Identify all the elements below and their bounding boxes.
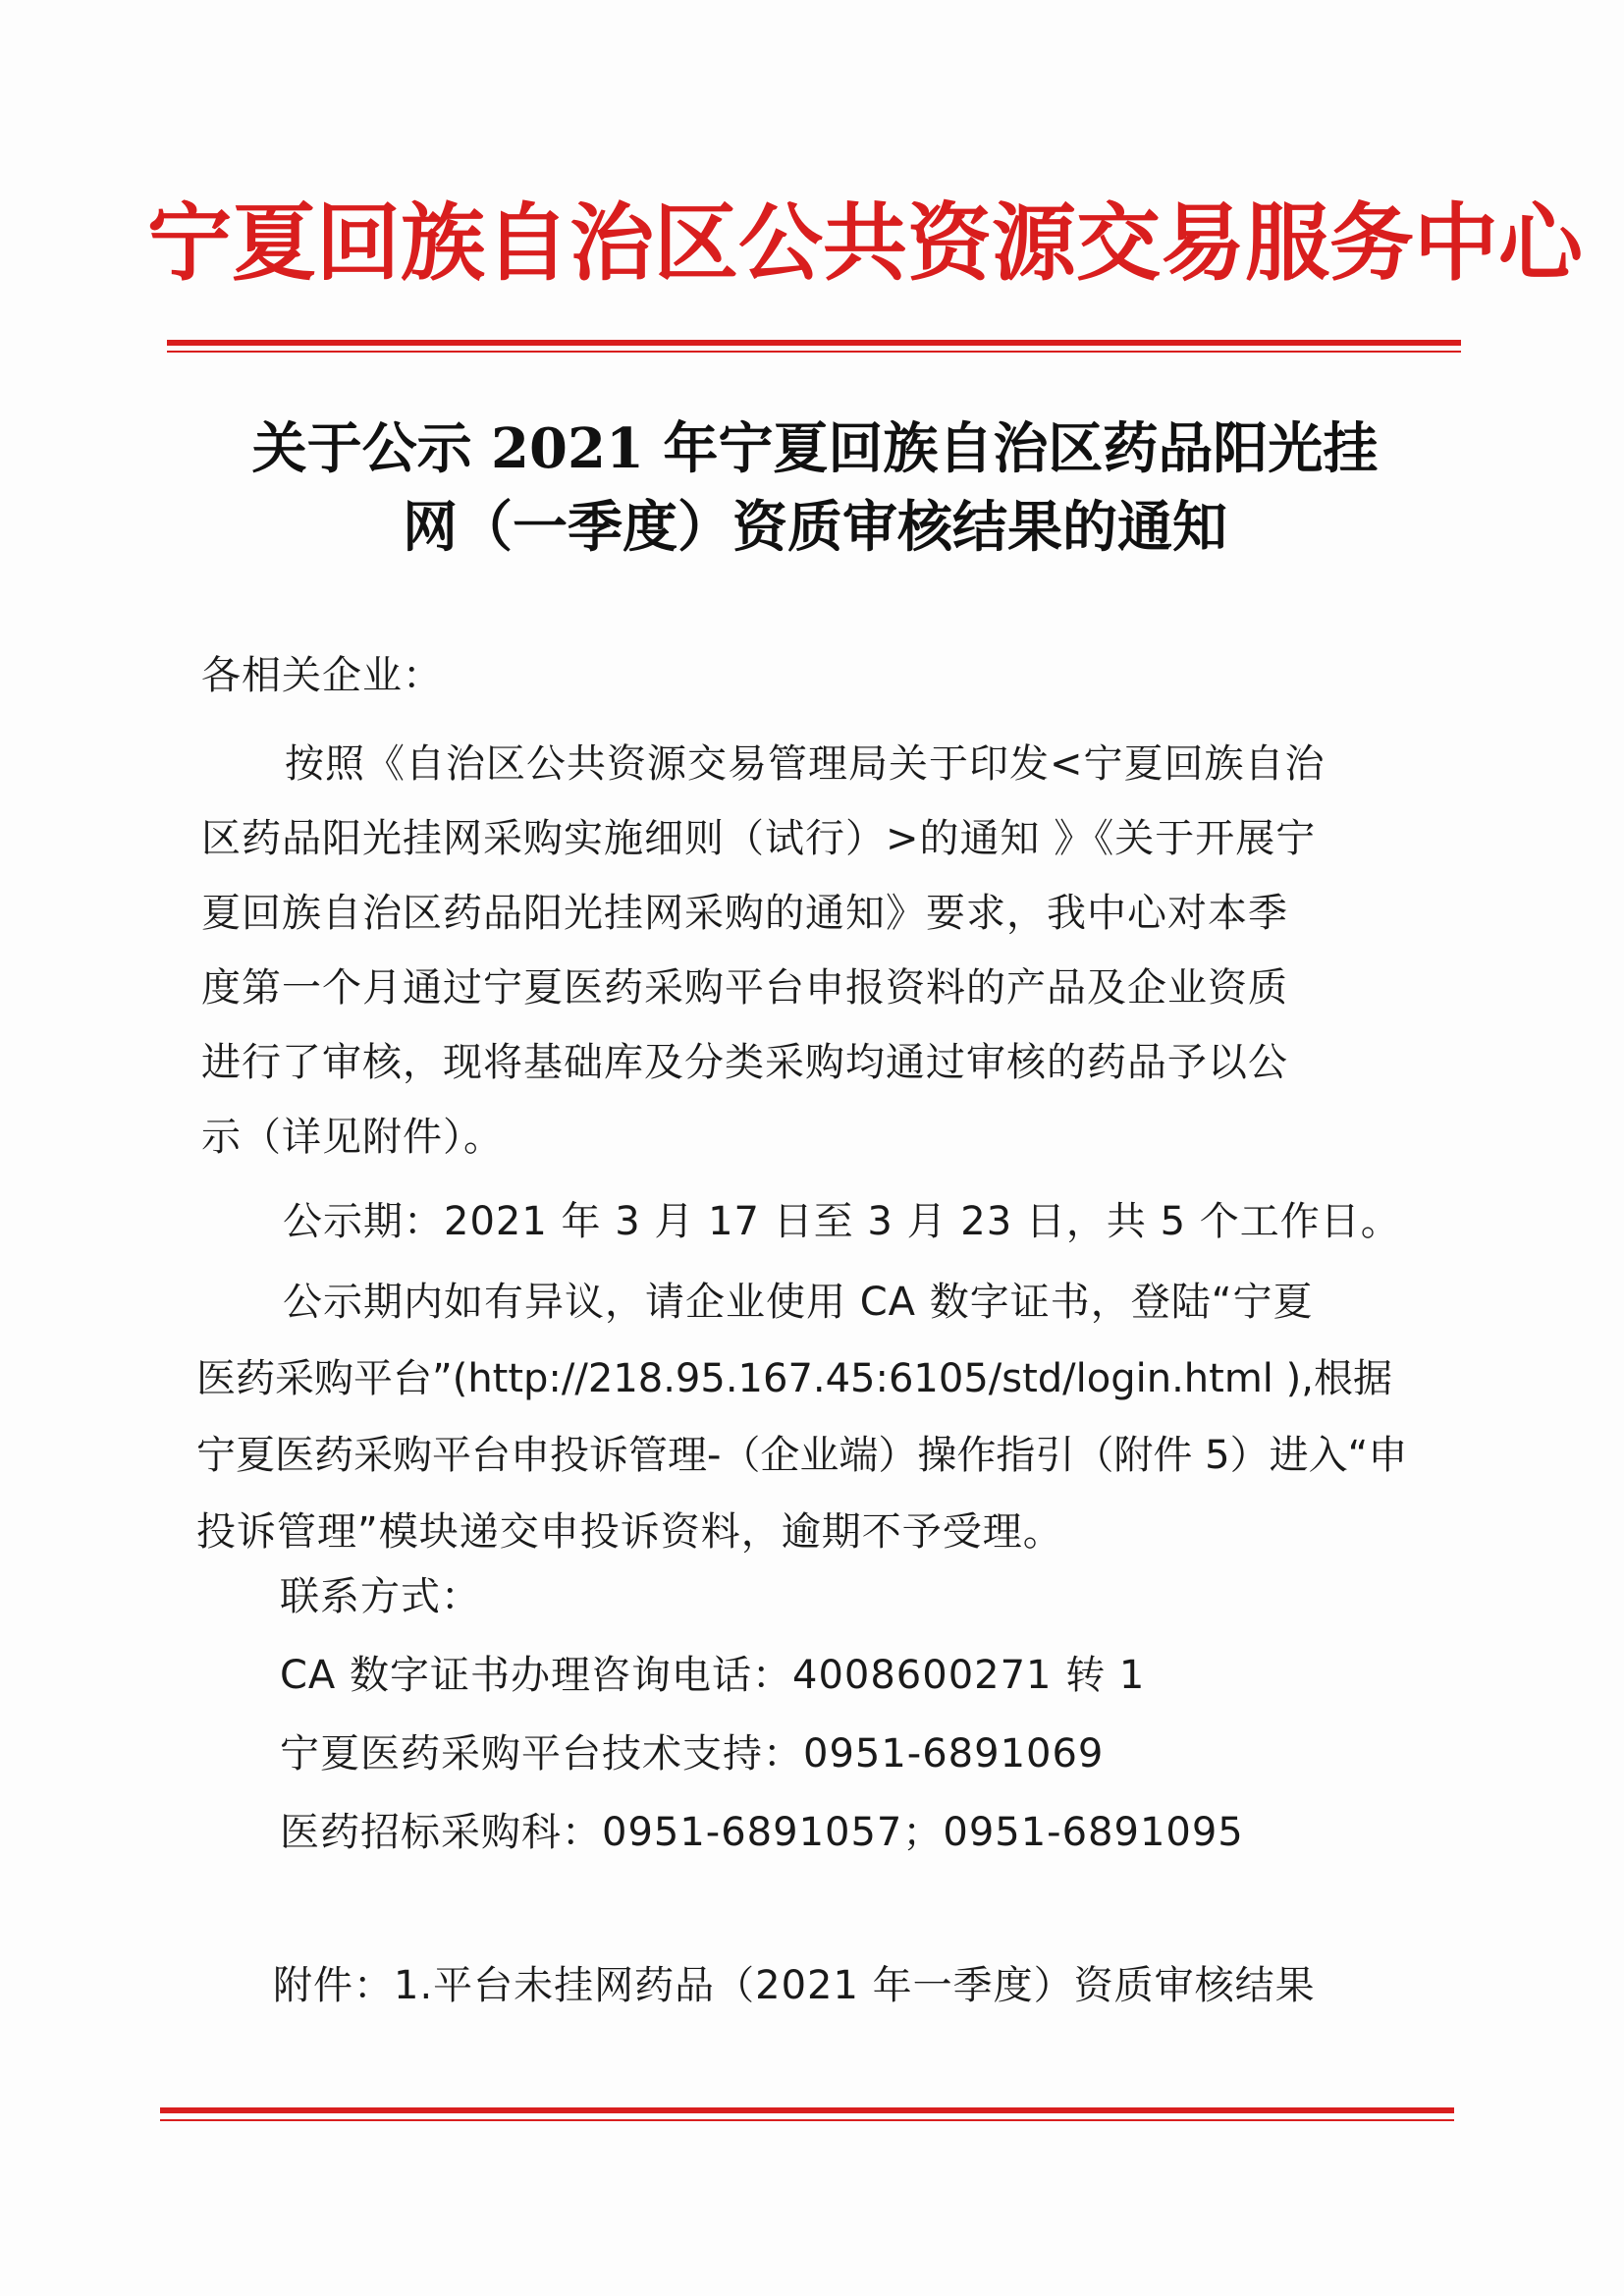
footer-rule-thick [160,2107,1454,2113]
paragraph-1-line-5: 进行了审核，现将基础库及分类采购均通过审核的药品予以公 [201,1040,1288,1085]
footer-rule-thin [160,2119,1454,2121]
paragraph-3-line-3: 宁夏医药采购平台申投诉管理-（企业端）操作指引（附件 5）进入“申 [196,1433,1408,1478]
paragraph-1-line-4: 度第一个月通过宁夏医药采购平台申报资料的产品及企业资质 [201,965,1288,1011]
paragraph-1-line-1: 按照《自治区公共资源交易管理局关于印发<宁夏回族自治 [285,741,1326,787]
organization-header: 宁夏回族自治区公共资源交易服务中心 [147,193,1583,293]
attachment-line: 附件：1.平台未挂网药品（2021 年一季度）资质审核结果 [273,1963,1316,2008]
salutation: 各相关企业： [201,653,443,698]
paragraph-1-line-2: 区药品阳光挂网采购实施细则（试行）>的通知 》《关于开展宁 [201,816,1317,861]
contact-procurement-dept: 医药招标采购科：0951-6891057；0951-6891095 [280,1810,1244,1855]
header-rule-thick [167,340,1461,346]
document-title-line-1: 关于公示 2021 年宁夏回族自治区药品阳光挂 [251,416,1379,481]
paragraph-3-line-2: 医药采购平台”(http://218.95.167.45:6105/std/login.html ),根据 [196,1356,1392,1401]
contact-heading: 联系方式： [280,1574,481,1619]
paragraph-1-line-6: 示（详见附件）。 [201,1115,504,1160]
header-rule-thin [167,351,1461,353]
contact-tech-support: 宁夏医药采购平台技术支持：0951-6891069 [280,1731,1105,1777]
paragraph-3-line-1: 公示期内如有异议，请企业使用 CA 数字证书，登陆“宁夏 [283,1280,1314,1325]
paragraph-3-line-4: 投诉管理”模块递交申投诉资料，逾期不予受理。 [196,1509,1063,1555]
contact-ca-phone: CA 数字证书办理咨询电话：4008600271 转 1 [280,1653,1146,1698]
publicity-period: 公示期：2021 年 3 月 17 日至 3 月 23 日，共 5 个工作日。 [283,1199,1401,1244]
document-title-line-2: 网（一季度）资质审核结果的通知 [403,495,1227,560]
paragraph-1-line-3: 夏回族自治区药品阳光挂网采购的通知》要求，我中心对本季 [201,891,1288,936]
